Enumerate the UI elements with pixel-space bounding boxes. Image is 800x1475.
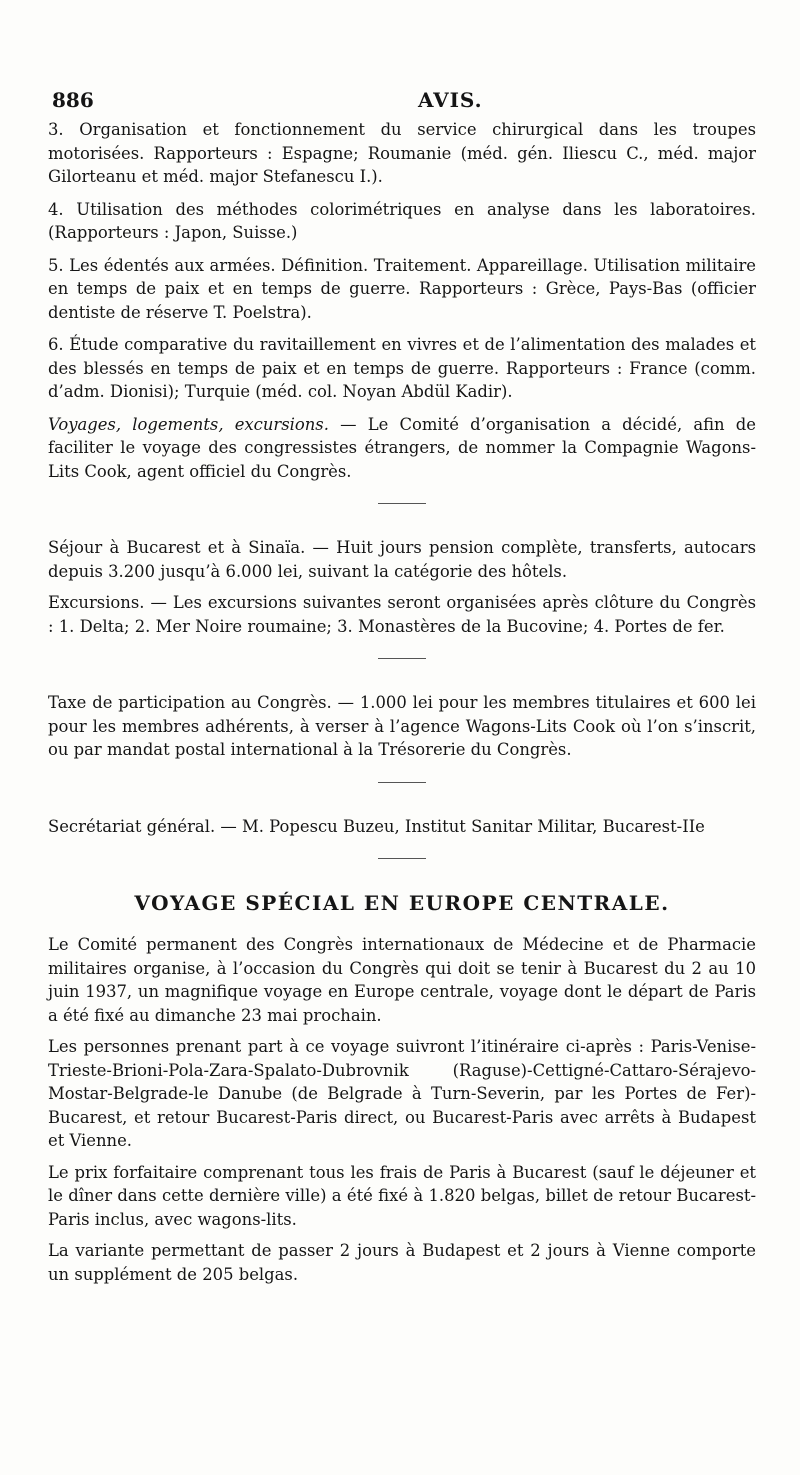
section-paragraph: La variante permettant de passer 2 jours à Budapest et 2 jours à Vienne comporte un supplément de 205 belgas. bbox=[48, 1241, 756, 1284]
agenda-item-4: 4. Utilisation des méthodes colorimétriques en analyse dans les laboratoires. (Rapporteurs : Japon, Suisse.) bbox=[48, 199, 756, 242]
separator-rule bbox=[378, 503, 426, 504]
agenda-item-3: 3. Organisation et fonctionnement du service chirurgical dans les troupes motorisées. Rapporteurs : Espagne; Roumanie (méd. gén. Iliescu C., méd. major Gilorteanu et méd. major Stefanescu I.). bbox=[48, 120, 756, 186]
separator-rule bbox=[378, 782, 426, 783]
section-paragraph: Les personnes prenant part à ce voyage suivront l’itinéraire ci-après : Paris-Venise-Trieste-Brioni-Pola-Zara-Spalato-Dubrovnik (Raguse)-Cettigné-Cattaro-Sérajevo-Mostar-Belgrade-le Danube (de Belgrade à Turn-Severin, par les Portes de Fer)-Bucarest, et retour Bucarest-Paris direct, ou Bucarest-Paris avec arrêts à Budapest et Vienne. bbox=[48, 1037, 756, 1150]
page-header bbox=[48, 88, 756, 118]
taxe-paragraph: Taxe de participation au Congrès. — 1.000 lei pour les membres titulaires et 600 lei pour les membres adhérents, à verser à l’agence Wagons-Lits Cook où l’on s’inscrit, ou par mandat postal international à la Trésorerie du Congrès. bbox=[48, 693, 756, 759]
page-number: 886 bbox=[52, 88, 94, 112]
voyages-paragraph bbox=[48, 413, 756, 484]
excursions-paragraph: Excursions. — Les excursions suivantes seront organisées après clôture du Congrès : 1. Delta; 2. Mer Noire roumaine; 3. Monastères de la Bucovine; 4. Portes de fer. bbox=[48, 593, 756, 636]
separator-rule bbox=[378, 858, 426, 859]
sejour-paragraph: Séjour à Bucarest et à Sinaïa. — Huit jours pension complète, transferts, autocars depuis 3.200 jusqu’à 6.000 lei, suivant la catégorie des hôtels. bbox=[48, 538, 756, 581]
agenda-item-6: 6. Étude comparative du ravitaillement en vivres et de l’alimentation des malades et des blessés en temps de paix et en temps de guerre. Rapporteurs : France (comm. d’adm. Dionisi); Turquie (méd. col. Noyan Abdül Kadir). bbox=[48, 335, 756, 401]
voyages-text: — Le Comité d’organisation a décidé, afin de faciliter le voyage des congressistes étrangers, de nommer la Compagnie Wagons-Lits Cook, agent officiel du Congrès. bbox=[48, 414, 756, 481]
section-paragraph: Le Comité permanent des Congrès internationaux de Médecine et de Pharmacie militaires organise, à l’occasion du Congrès qui doit se tenir à Bucarest du 2 au 10 juin 1937, un magnifique voyage en Europe centrale, voyage dont le départ de Paris a été fixé au dimanche 23 mai prochain. bbox=[48, 935, 756, 1025]
section-title: VOYAGE SPÉCIAL EN EUROPE CENTRALE. bbox=[134, 891, 670, 915]
agenda-item-5: 5. Les édentés aux armées. Définition. Traitement. Appareillage. Utilisation militaire en temps de paix et en temps de guerre. Rapporteurs : Grèce, Pays-Bas (officier dentiste de réserve T. Poelstra). bbox=[48, 255, 756, 322]
secretariat-paragraph: Secrétariat général. — M. Popescu Buzeu, Institut Sanitar Militar, Bucarest-IIe bbox=[48, 816, 705, 836]
separator-rule bbox=[378, 658, 426, 659]
section-paragraph: Le prix forfaitaire comprenant tous les frais de Paris à Bucarest (sauf le déjeuner et le dîner dans cette dernière ville) a été fixé à 1.820 belgas, billet de retour Bucarest-Paris inclus, avec wagons-lits. bbox=[48, 1162, 756, 1229]
running-title: AVIS. bbox=[418, 88, 483, 112]
voyages-heading: Voyages, logements, excursions. bbox=[48, 414, 329, 434]
